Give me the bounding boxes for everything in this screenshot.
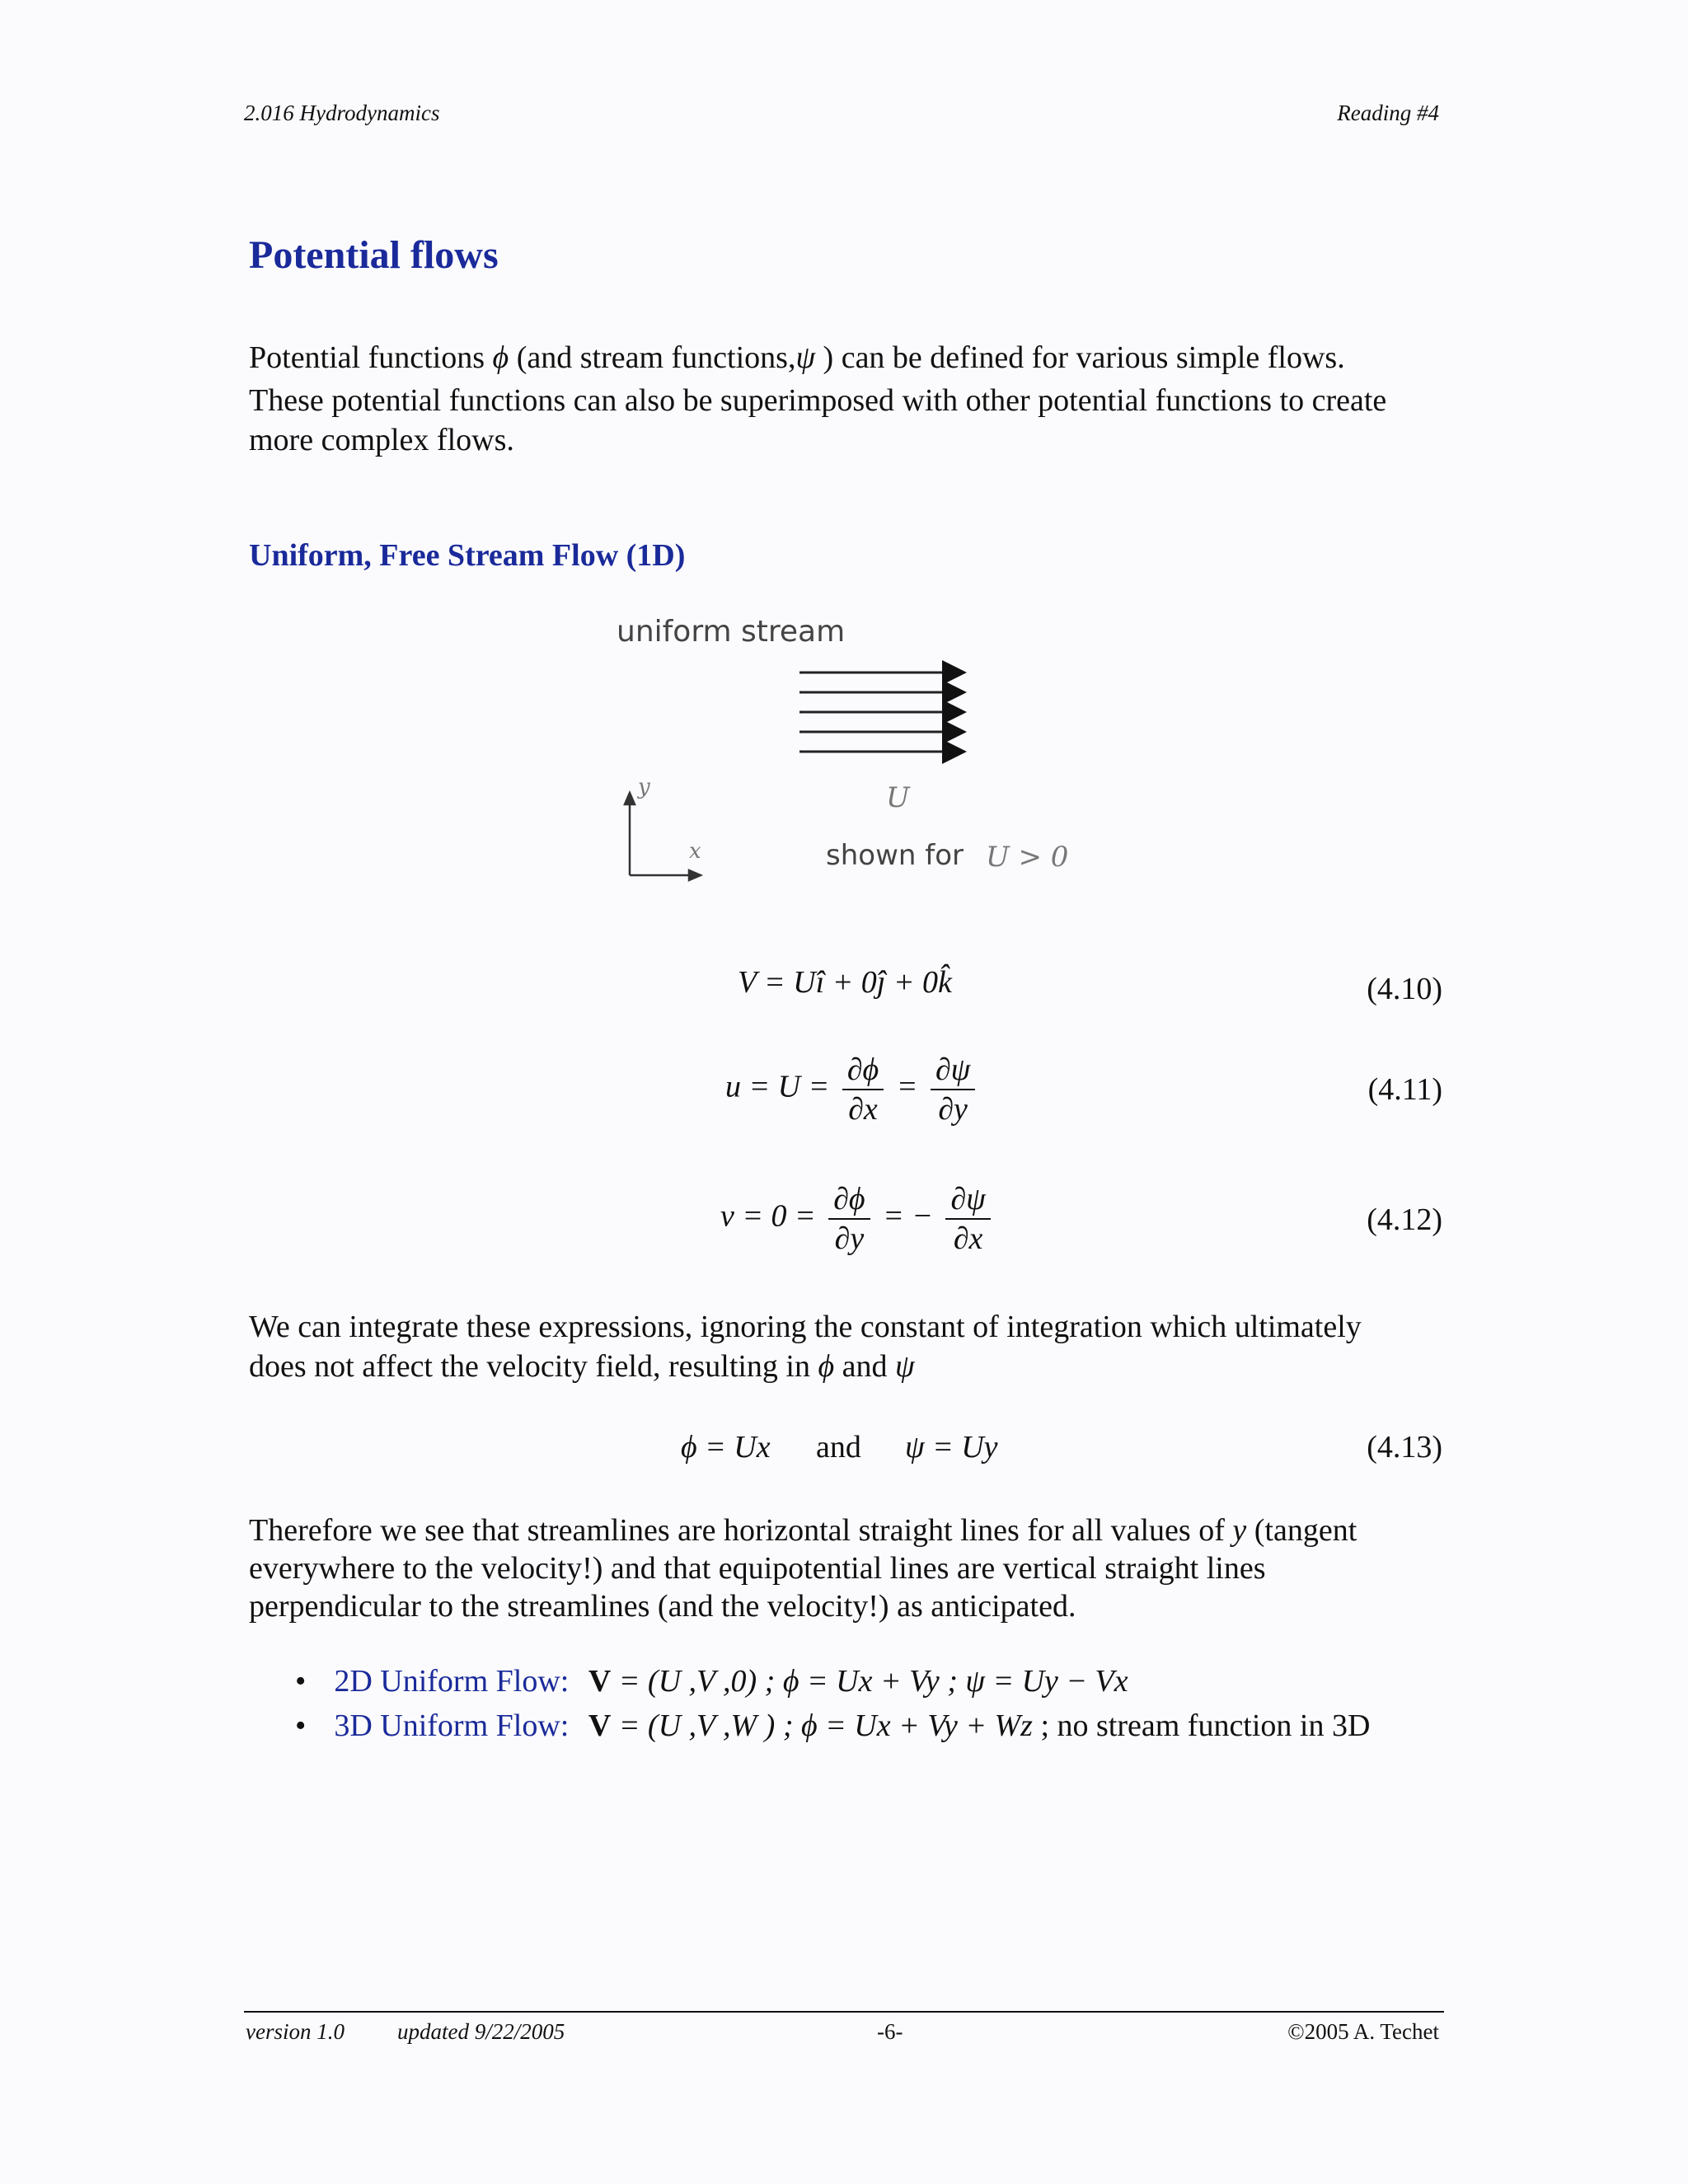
eq411-equals: = (896, 1069, 918, 1104)
equation-number-4-11: (4.11) (1367, 1072, 1442, 1107)
intro-text-c: ) can be defined for various simple flows. (815, 340, 1345, 375)
page-title: Potential flows (249, 233, 499, 277)
bullet-label-2d: 2D Uniform Flow: (334, 1664, 570, 1699)
phi-symbol: ϕ (818, 1349, 835, 1384)
uniform-stream-figure (610, 610, 1104, 890)
streamlines-paragraph (249, 1511, 1452, 1625)
eq411-lhs: u = U = (725, 1069, 830, 1104)
footer-divider (244, 2011, 1444, 2013)
bullet-body-2d: V = (U ,V ,0) ; ϕ = Ux + Vy ; ψ = Uy − Vx (588, 1664, 1128, 1699)
bullet-dot: • (295, 1708, 307, 1743)
footer-version: version 1.0 (246, 2019, 345, 2044)
section-subtitle: Uniform, Free Stream Flow (1D) (249, 538, 686, 573)
header-reading: Reading #4 (1337, 101, 1439, 125)
streamlines-line-1: Therefore we see that streamlines are horizontal straight lines for all values of y (tangent (249, 1513, 1357, 1548)
integration-paragraph (249, 1307, 1452, 1386)
equation-4-10: V = Uî + 0ĵ + 0k̂ (738, 965, 952, 1000)
equation-number-4-12: (4.12) (1367, 1202, 1442, 1237)
equation-4-12 (720, 1180, 996, 1258)
figure-label-shown: shown for (826, 839, 964, 872)
bullet-body-3d: V = (U ,V ,W ) ; ϕ = Ux + Vy + Wz ; no stream function in 3D (588, 1708, 1371, 1743)
bullet-item-2d (295, 1663, 1128, 1699)
eq412-lhs: v = 0 = (720, 1198, 816, 1234)
figure-label-x: x (689, 839, 701, 864)
equation-number-4-13: (4.13) (1367, 1430, 1442, 1465)
figure-label-condition: U > 0 (986, 841, 1069, 874)
psi-symbol: ψ (795, 340, 816, 375)
equation-4-13-and: and (816, 1430, 861, 1465)
intro-text-b: (and stream functions, (509, 340, 796, 375)
bullet-item-3d (295, 1708, 1370, 1744)
intro-rest: These potential functions can also be superimposed with other potential functions to create more complex flows. (249, 383, 1387, 457)
psi-symbol: ψ (895, 1349, 915, 1384)
figure-label-U: U (886, 781, 910, 814)
stream-arrows (799, 673, 964, 752)
figure-label-y: y (638, 775, 650, 799)
eq412-fraction-1: $\frac{\partial\phi}{\partial y}$ (828, 1180, 870, 1258)
equation-4-11 (725, 1051, 980, 1128)
footer-updated: updated 9/22/2005 (397, 2019, 565, 2044)
intro-line-1 (249, 338, 1452, 377)
bullet-label-3d: 3D Uniform Flow: (334, 1708, 570, 1743)
equation-number-4-10: (4.10) (1367, 972, 1442, 1006)
figure-label-uniform: uniform stream (617, 615, 846, 649)
eq412-equals-minus: = − (883, 1198, 933, 1234)
equation-4-13-psi: ψ = Uy (905, 1430, 998, 1465)
phi-symbol: ϕ (492, 340, 509, 375)
header-course: 2.016 Hydrodynamics (244, 101, 440, 125)
integration-line-2: does not affect the velocity field, resulting in ϕ and ψ (249, 1349, 915, 1384)
axes-icon (625, 793, 701, 880)
intro-text-a: Potential functions (249, 340, 493, 375)
eq411-fraction-2: $\frac{\partial\psi}{\partial y}$ (931, 1051, 975, 1128)
bullet-dot: • (295, 1664, 307, 1699)
intro-paragraph (249, 338, 1452, 460)
page-number: -6- (877, 2019, 903, 2044)
streamlines-line-2: everywhere to the velocity!) and that equipotential lines are vertical straight lines (249, 1551, 1266, 1586)
equation-4-13-phi: ϕ = Ux (681, 1430, 771, 1465)
eq411-fraction-1: $\frac{\partial\phi}{\partial x}$ (842, 1051, 884, 1128)
footer-copyright: ©2005 A. Techet (1287, 2019, 1439, 2044)
streamlines-line-3: perpendicular to the streamlines (and the velocity!) as anticipated. (249, 1589, 1076, 1624)
y-symbol: y (1232, 1513, 1247, 1548)
integration-line-1: We can integrate these expressions, ignoring the constant of integration which ultimately (249, 1310, 1362, 1344)
eq412-fraction-2: $\frac{\partial\psi}{\partial x}$ (945, 1180, 990, 1258)
